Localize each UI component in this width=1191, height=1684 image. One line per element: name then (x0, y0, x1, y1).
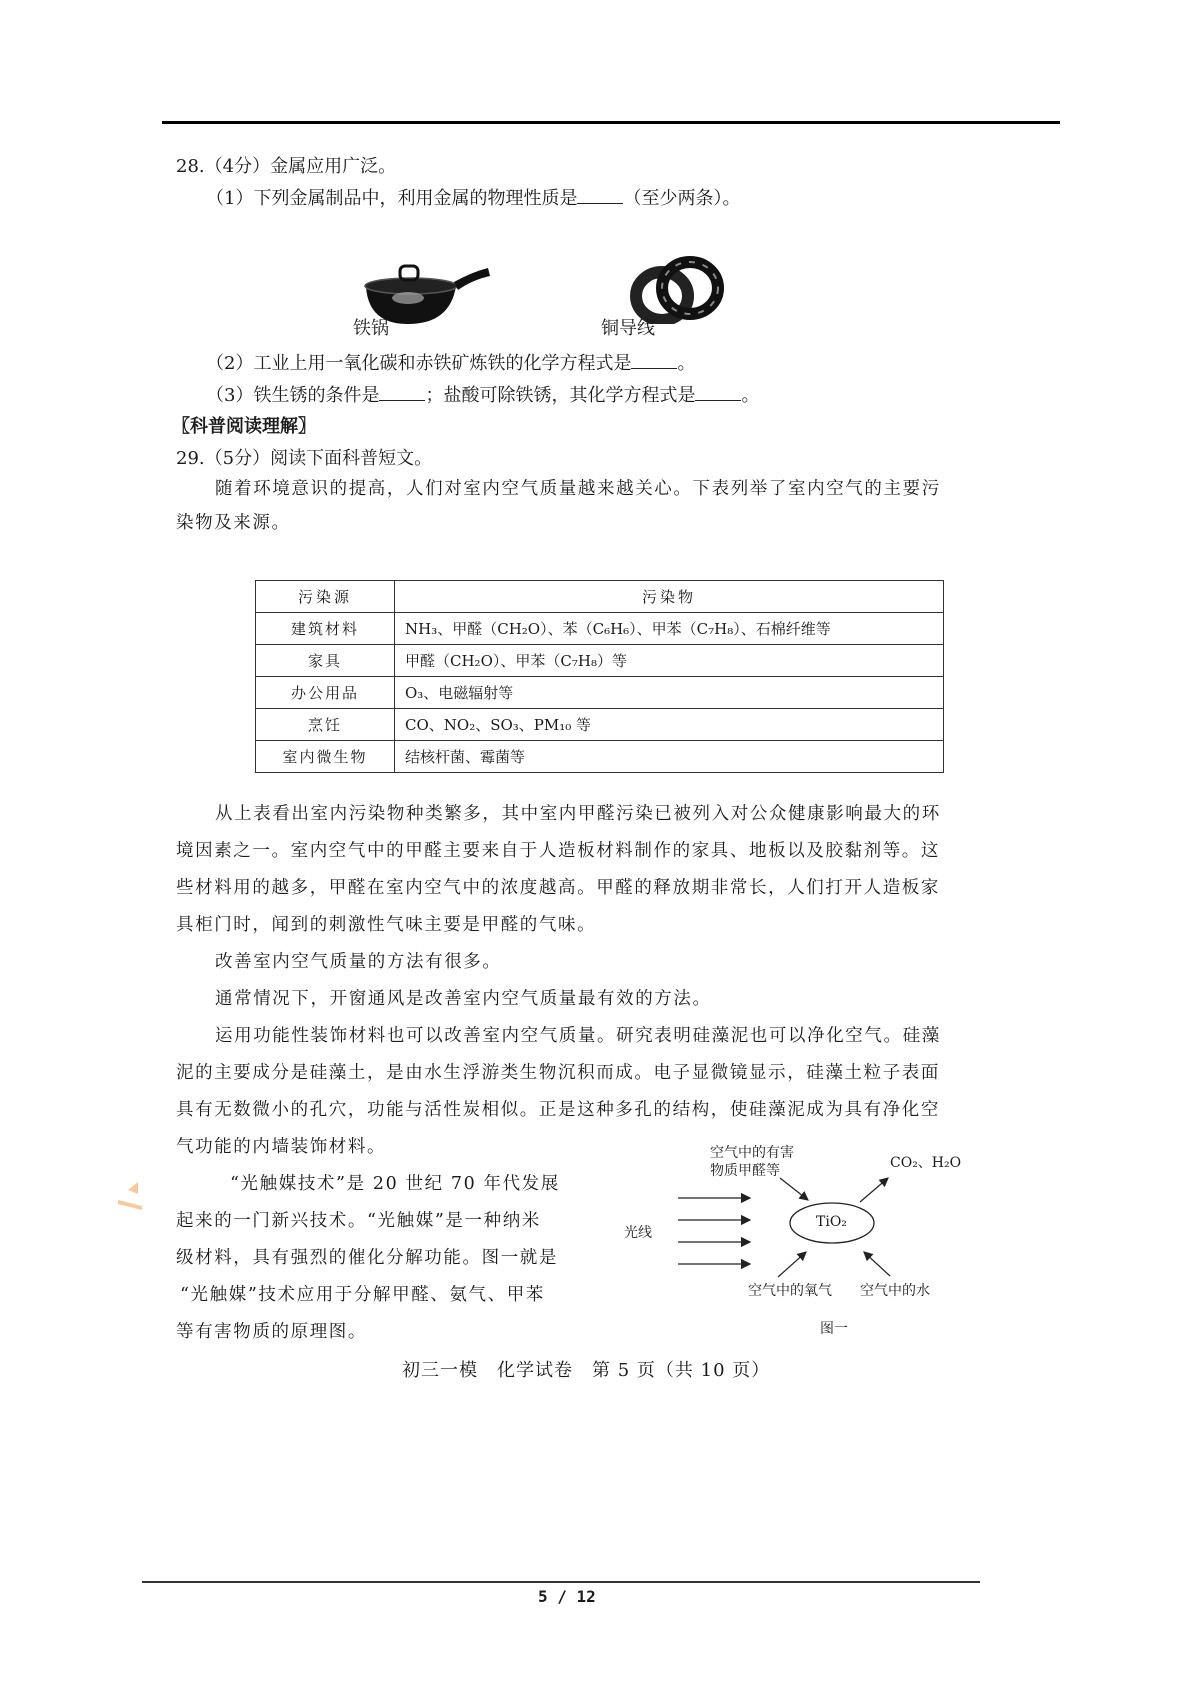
para5-line3: 级材料，具有强烈的催化分解功能。图一就是 (176, 1248, 558, 1268)
table-cell-pollutants: 甲醛（CH₂O）、甲苯（C₇H₈）等 (395, 645, 944, 677)
para1-line2: 境因素之一。室内空气中的甲醛主要来自于人造板材料制作的家具、地板以及胶黏剂等。这 (176, 841, 940, 861)
para1-line4: 具柜门时，闻到的刺激性气味主要是甲醛的气味。 (176, 915, 597, 935)
figure-photocatalyst (620, 1145, 980, 1340)
caption-wok: 铁锅 (353, 318, 389, 339)
figure-arrows (620, 1150, 980, 1340)
harmful-substances-label: 空气中的有害 物质甲醛等 (710, 1145, 794, 1179)
table-row (256, 709, 944, 741)
answer-blank[interactable] (695, 384, 741, 401)
table-row (256, 645, 944, 677)
oxygen-arrow (778, 1252, 806, 1277)
para1-line3: 些材料用的越多，甲醛在室内空气中的浓度越高。甲醛的释放期非常长，人们打开人造板家 (176, 878, 940, 898)
answer-blank[interactable] (577, 187, 623, 204)
pollution-table (255, 580, 944, 773)
figure-caption: 图一 (820, 1321, 848, 1337)
para5-line1: “光触媒技术”是 20 世纪 70 年代发展 (230, 1174, 560, 1194)
oxygen-label: 空气中的氧气 (748, 1283, 832, 1299)
table-cell-pollutants: O₃、电磁辐射等 (395, 677, 944, 709)
para3: 通常情况下，开窗通风是改善室内空气质量最有效的方法。 (215, 989, 712, 1009)
product-arrow (860, 1178, 888, 1202)
q29-intro-line2: 染物及来源。 (176, 513, 291, 533)
para5-line2: 起来的一门新兴技术。“光触媒”是一种纳米 (176, 1211, 541, 1231)
header-rule (162, 121, 1060, 124)
q28-title: 28.（4分）金属应用广泛。 (176, 156, 397, 177)
q28-part1: （1）下列金属制品中，利用金属的物理性质是 （至少两条）。 (206, 188, 741, 209)
table-cell-pollutants: NH₃、甲醛（CH₂O）、苯（C₆H₆）、甲苯（C₇H₈）、石棉纤维等 (395, 613, 944, 645)
page-number: 5 / 12 (538, 1587, 596, 1606)
table-header-source: 污染源 (256, 581, 395, 613)
answer-blank[interactable] (379, 384, 425, 401)
para2: 改善室内空气质量的方法有很多。 (215, 952, 502, 972)
exam-page-footer: 初三一模 化学试卷 第 5 页（共 10 页） (402, 1360, 771, 1381)
products-label: CO₂、H₂O (890, 1155, 962, 1171)
table-cell-source: 烹饪 (256, 709, 395, 741)
q28-part2: （2）工业上用一氧化碳和赤铁矿炼铁的化学方程式是 。 (206, 353, 696, 374)
table-row (256, 677, 944, 709)
para4-line1: 运用功能性装饰材料也可以改善室内空气质量。研究表明硅藻泥也可以净化空气。硅藻 (215, 1026, 941, 1046)
table-row (256, 613, 944, 645)
water-arrow (864, 1252, 890, 1276)
q29-title: 29.（5分）阅读下面科普短文。 (176, 448, 433, 469)
table-cell-source: 办公用品 (256, 677, 395, 709)
light-label: 光线 (624, 1225, 652, 1241)
footer-rule (142, 1581, 980, 1583)
para5-line5: 等有害物质的原理图。 (176, 1322, 367, 1342)
section-heading: 〖科普阅读理解〗 (172, 416, 316, 437)
table-cell-pollutants: 结核杆菌、霉菌等 (395, 741, 944, 773)
table-cell-source: 建筑材料 (256, 613, 395, 645)
q28-part3: （3）铁生锈的条件是 ；盐酸可除铁锈，其化学方程式是 。 (206, 385, 760, 406)
table-cell-source: 家具 (256, 645, 395, 677)
watermark-mark (118, 1180, 142, 1210)
tio2-label: TiO₂ (816, 1214, 847, 1230)
table-row (256, 741, 944, 773)
copper-wire-icon (630, 256, 726, 324)
water-label: 空气中的水 (860, 1283, 930, 1299)
para4-line4: 气功能的内墙装饰材料。 (176, 1137, 387, 1157)
para5-line4: “光触媒”技术应用于分解甲醛、氨气、甲苯 (180, 1285, 545, 1305)
para1-line1: 从上表看出室内污染物种类繁多，其中室内甲醛污染已被列入对公众健康影响最大的环 (215, 804, 941, 824)
table-cell-pollutants: CO、NO₂、SO₃、PM₁₀ 等 (395, 709, 944, 741)
table-header-row (256, 581, 944, 613)
pollutant-arrow (780, 1178, 808, 1200)
table-cell-source: 室内微生物 (256, 741, 395, 773)
para4-line2: 泥的主要成分是硅藻土，是由水生浮游类生物沉积而成。电子显微镜显示，硅藻土粒子表面 (176, 1063, 940, 1083)
answer-blank[interactable] (631, 352, 677, 369)
table-header-pollutant: 污染物 (395, 581, 944, 613)
q29-intro-line1: 随着环境意识的提高，人们对室内空气质量越来越关心。下表列举了室内空气的主要污 (215, 479, 941, 499)
para4-line3: 具有无数微小的孔穴，功能与活性炭相似。正是这种多孔的结构，使硅藻泥成为具有净化空 (176, 1100, 940, 1120)
caption-copper-wire: 铜导线 (601, 318, 655, 339)
